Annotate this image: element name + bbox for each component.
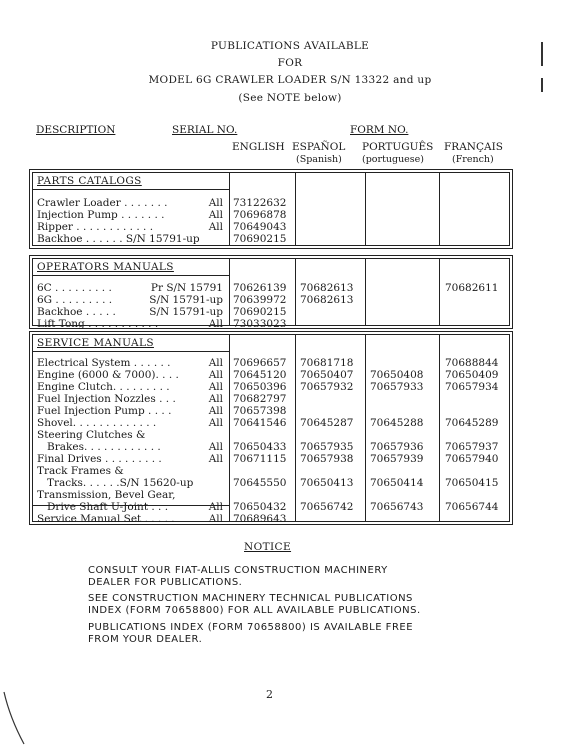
table-row bbox=[33, 453, 509, 465]
english-cell: 70645120 bbox=[233, 369, 287, 381]
spanish-cell: 70657932 bbox=[300, 381, 354, 393]
description-cell: Injection Pump . . . . . . . bbox=[37, 209, 165, 221]
serial-cell: All bbox=[208, 197, 223, 209]
table-row bbox=[33, 233, 509, 245]
spanish-cell: 70682613 bbox=[300, 282, 354, 294]
description-cell: Transmission, Bevel Gear, bbox=[37, 489, 176, 501]
parts-catalogs-section bbox=[32, 172, 510, 246]
column-francais: FRANÇAIS bbox=[444, 141, 503, 153]
serial-cell: S/N 15791-up bbox=[149, 306, 223, 318]
table-row bbox=[33, 393, 509, 405]
margin-mark bbox=[541, 78, 543, 92]
page-number: 2 bbox=[266, 688, 273, 701]
description-cell: 6G . . . . . . . . . bbox=[37, 294, 113, 306]
description-cell: Shovel. . . . . . . . . . . . . bbox=[37, 417, 157, 429]
portuguese-cell: 70656743 bbox=[370, 501, 424, 513]
english-cell: 70650432 bbox=[233, 501, 287, 513]
serial-cell: All bbox=[208, 318, 223, 330]
french-cell: 70657934 bbox=[445, 381, 499, 393]
description-cell: Engine Clutch. . . . . . . . . bbox=[37, 381, 170, 393]
title-for: FOR bbox=[277, 57, 303, 69]
french-cell: 70645289 bbox=[445, 417, 499, 429]
description-cell: Steering Clutches & bbox=[37, 429, 146, 441]
description-cell: 6C . . . . . . . . . bbox=[37, 282, 112, 294]
notice-paragraph-2-line-1: SEE CONSTRUCTION MACHINERY TECHNICAL PUBLICATIONS bbox=[88, 593, 413, 604]
english-cell: 70657398 bbox=[233, 405, 287, 417]
table-row bbox=[33, 318, 509, 330]
english-cell: 70641546 bbox=[233, 417, 287, 429]
french-cell: 70657940 bbox=[445, 453, 499, 465]
table-row bbox=[33, 465, 509, 477]
spanish-cell: 70657935 bbox=[300, 441, 354, 453]
description-cell: Crawler Loader . . . . . . . bbox=[37, 197, 168, 209]
description-cell: Tracks. . . . . .S/N 15620-up bbox=[37, 477, 194, 489]
serial-cell: All bbox=[208, 221, 223, 233]
table-row bbox=[33, 501, 509, 513]
french-cell: 70682611 bbox=[445, 282, 499, 294]
serial-cell: All bbox=[208, 381, 223, 393]
service-manuals-section bbox=[32, 334, 510, 525]
english-cell: 70696878 bbox=[233, 209, 287, 221]
column-description: DESCRIPTION bbox=[36, 124, 116, 136]
table-row bbox=[33, 282, 509, 294]
spanish-cell: 70657938 bbox=[300, 453, 354, 465]
portuguese-cell: 70657933 bbox=[370, 381, 424, 393]
title-note: (See NOTE below) bbox=[238, 92, 342, 104]
notice-title: NOTICE bbox=[244, 541, 292, 553]
serial-cell: All bbox=[208, 369, 223, 381]
table-row bbox=[33, 417, 509, 429]
column-francais-sub: (French) bbox=[452, 154, 494, 165]
french-cell: 70650409 bbox=[445, 369, 499, 381]
notice-paragraph-3-line-1: PUBLICATIONS INDEX (FORM 70658800) IS AVAILABLE FREE bbox=[88, 622, 414, 633]
serial-cell: All bbox=[208, 357, 223, 369]
french-cell: 70688844 bbox=[445, 357, 499, 369]
serial-cell: S/N 15791-up bbox=[149, 294, 223, 306]
table-row bbox=[33, 513, 509, 525]
notice-paragraph-1-line-2: DEALER FOR PUBLICATIONS. bbox=[88, 577, 243, 588]
table-row bbox=[33, 294, 509, 306]
description-cell: Backhoe . . . . . bbox=[37, 306, 116, 318]
description-cell: Drive Shaft U-Joint . . . bbox=[37, 501, 169, 513]
english-cell: 70626139 bbox=[233, 282, 287, 294]
table-row bbox=[33, 429, 509, 441]
description-cell: Electrical System . . . . . . bbox=[37, 357, 171, 369]
notice-paragraph-3-line-2: FROM YOUR DEALER. bbox=[88, 634, 203, 645]
table-row bbox=[33, 197, 509, 209]
english-cell: 70639972 bbox=[233, 294, 287, 306]
english-cell: 70649043 bbox=[233, 221, 287, 233]
table-row bbox=[33, 369, 509, 381]
english-cell: 70682797 bbox=[233, 393, 287, 405]
description-cell: Track Frames & bbox=[37, 465, 124, 477]
spanish-cell: 70682613 bbox=[300, 294, 354, 306]
portuguese-cell: 70657936 bbox=[370, 441, 424, 453]
portuguese-cell: 70650414 bbox=[370, 477, 424, 489]
table-row bbox=[33, 489, 509, 501]
table-row bbox=[33, 221, 509, 233]
serial-cell: All bbox=[208, 441, 223, 453]
spanish-cell: 70656742 bbox=[300, 501, 354, 513]
table-row bbox=[33, 381, 509, 393]
title-model: MODEL 6G CRAWLER LOADER S/N 13322 and up bbox=[148, 74, 432, 86]
operators-manuals-section bbox=[32, 258, 510, 330]
description-cell: Fuel Injection Nozzles . . . bbox=[37, 393, 176, 405]
description-cell: Engine (6000 & 7000). . . . bbox=[37, 369, 179, 381]
spanish-cell: 70650407 bbox=[300, 369, 354, 381]
description-cell: Fuel Injection Pump . . . . bbox=[37, 405, 172, 417]
english-cell: 70650433 bbox=[233, 441, 287, 453]
serial-cell: All bbox=[208, 393, 223, 405]
serial-cell: Pr S/N 15791 bbox=[150, 282, 223, 294]
english-cell: 70671115 bbox=[233, 453, 287, 465]
english-cell: 73033023 bbox=[233, 318, 287, 330]
description-cell: Brakes. . . . . . . . . . . . bbox=[37, 441, 161, 453]
section-title: PARTS CATALOGS bbox=[37, 175, 142, 187]
table-row bbox=[33, 209, 509, 221]
column-portugues: PORTUGUÊS bbox=[362, 141, 434, 153]
description-cell: Final Drives . . . . . . . . . bbox=[37, 453, 162, 465]
description-cell: Service Manual Set . . . . . bbox=[37, 513, 175, 525]
serial-cell: All bbox=[208, 501, 223, 513]
english-cell: 70690215 bbox=[233, 306, 287, 318]
table-row bbox=[33, 357, 509, 369]
english-cell: 70645550 bbox=[233, 477, 287, 489]
french-cell: 70657937 bbox=[445, 441, 499, 453]
table-row bbox=[33, 306, 509, 318]
serial-cell: All bbox=[208, 513, 223, 525]
serial-cell: All bbox=[208, 453, 223, 465]
english-cell: 70689643 bbox=[233, 513, 287, 525]
section-title: SERVICE MANUALS bbox=[37, 337, 154, 349]
notice-paragraph-1-line-1: CONSULT YOUR FIAT-ALLIS CONSTRUCTION MACHINERY bbox=[88, 565, 388, 576]
column-serial: SERIAL NO. bbox=[172, 124, 238, 136]
corner-scan-mark bbox=[0, 688, 30, 748]
french-cell: 70650415 bbox=[445, 477, 499, 489]
portuguese-cell: 70645288 bbox=[370, 417, 424, 429]
title-publications-available: PUBLICATIONS AVAILABLE bbox=[210, 40, 370, 52]
table-row bbox=[33, 405, 509, 417]
margin-mark bbox=[541, 42, 543, 66]
column-english: ENGLISH bbox=[232, 141, 285, 153]
portuguese-cell: 70657939 bbox=[370, 453, 424, 465]
english-cell: 73122632 bbox=[233, 197, 287, 209]
description-cell: Ripper . . . . . . . . . . . . bbox=[37, 221, 154, 233]
spanish-cell: 70681718 bbox=[300, 357, 354, 369]
column-espanol: ESPAÑOL bbox=[292, 141, 346, 153]
table-row bbox=[33, 477, 509, 489]
portuguese-cell: 70650408 bbox=[370, 369, 424, 381]
serial-cell: All bbox=[208, 209, 223, 221]
table-row bbox=[33, 441, 509, 453]
english-cell: 70696657 bbox=[233, 357, 287, 369]
column-espanol-sub: (Spanish) bbox=[296, 154, 342, 165]
english-cell: 70690215 bbox=[233, 233, 287, 245]
notice-paragraph-2-line-2: INDEX (FORM 70658800) FOR ALL AVAILABLE PUBLICATIONS. bbox=[88, 605, 421, 616]
section-title: OPERATORS MANUALS bbox=[37, 261, 174, 273]
spanish-cell: 70645287 bbox=[300, 417, 354, 429]
description-cell: Lift Tong . . . . . . . . . . . bbox=[37, 318, 159, 330]
serial-cell: All bbox=[208, 417, 223, 429]
serial-cell: All bbox=[208, 405, 223, 417]
column-portugues-sub: (portuguese) bbox=[362, 154, 425, 165]
description-cell: Backhoe . . . . . . S/N 15791-up bbox=[37, 233, 200, 245]
column-form: FORM NO. bbox=[350, 124, 409, 136]
spanish-cell: 70650413 bbox=[300, 477, 354, 489]
english-cell: 70650396 bbox=[233, 381, 287, 393]
french-cell: 70656744 bbox=[445, 501, 499, 513]
